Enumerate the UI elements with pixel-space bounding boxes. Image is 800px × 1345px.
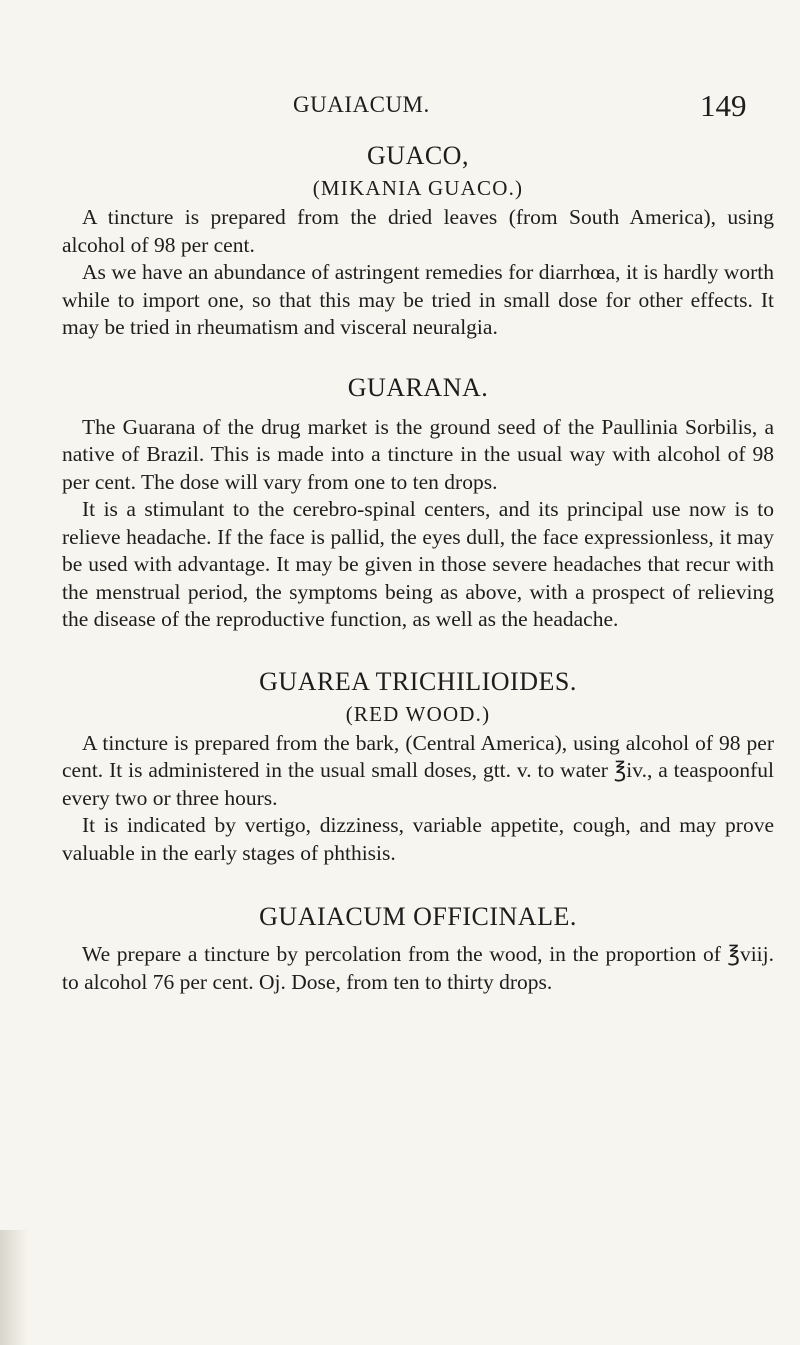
section-guaco <box>62 140 774 342</box>
paragraph: It is a stimulant to the cerebro-spinal centers, and its principal use now is to relieve headache. If the face is pallid, the eyes dull, the face expressionless, it may be used with advantage. It may be given in those severe headaches that recur with the menstrual period, the symptoms being as above, with a prospect of relieving the disease of the reproductive function, as well as the headache. <box>62 497 774 631</box>
section-guaiacum <box>62 901 774 996</box>
section-heading: GUARANA. <box>347 372 489 402</box>
page-body <box>62 140 774 996</box>
section-heading: GUAIACUM OFFICINALE. <box>259 902 577 931</box>
paragraph: A tincture is prepared from the dried leaves (from South America), using alcohol of 98 per cent. <box>62 205 774 257</box>
section-subheading: (MIKANIA GUACO.) <box>312 176 524 200</box>
section-guarana <box>62 372 774 634</box>
running-head <box>0 88 800 128</box>
paragraph: The Guarana of the drug market is the ground seed of the Paullinia Sorbilis, a native of Brazil. This is made into a tincture in the usual way with alcohol of 98 per cent. The dose will vary from one to ten drops. <box>62 414 774 494</box>
page-edge-shadow <box>0 1230 28 1345</box>
paragraph: We prepare a tincture by percolation from the wood, in the proportion of ℥viij. to alcohol 76 per cent. Oj. Dose, from ten to thirty drops. <box>62 942 774 994</box>
section-subheading: (RED WOOD.) <box>345 701 491 726</box>
paragraph: As we have an abundance of astringent remedies for diarrhœa, it is hardly worth while to import one, so that this may be tried in small dose for other effects. It may be tried in rheumatism and visceral neuralgia. <box>62 260 774 339</box>
section-guarea <box>62 666 774 868</box>
section-spacer <box>62 634 774 666</box>
section-heading: GUAREA TRICHILIOIDES. <box>259 666 577 696</box>
section-spacer <box>62 342 774 372</box>
paragraph: A tincture is prepared from the bark, (Central America), using alcohol of 98 per cent. It is administered in the usual small doses, gtt. v. to water ℥iv., a teaspoonful every two or three hours. <box>62 730 774 810</box>
running-title: GUAIACUM. <box>293 92 430 117</box>
page-number: 149 <box>700 88 747 123</box>
section-spacer <box>62 867 774 901</box>
paragraph: It is indicated by vertigo, dizziness, variable appetite, cough, and may prove valuable in the early stages of phthisis. <box>62 813 774 865</box>
section-heading: GUACO, <box>367 141 469 170</box>
